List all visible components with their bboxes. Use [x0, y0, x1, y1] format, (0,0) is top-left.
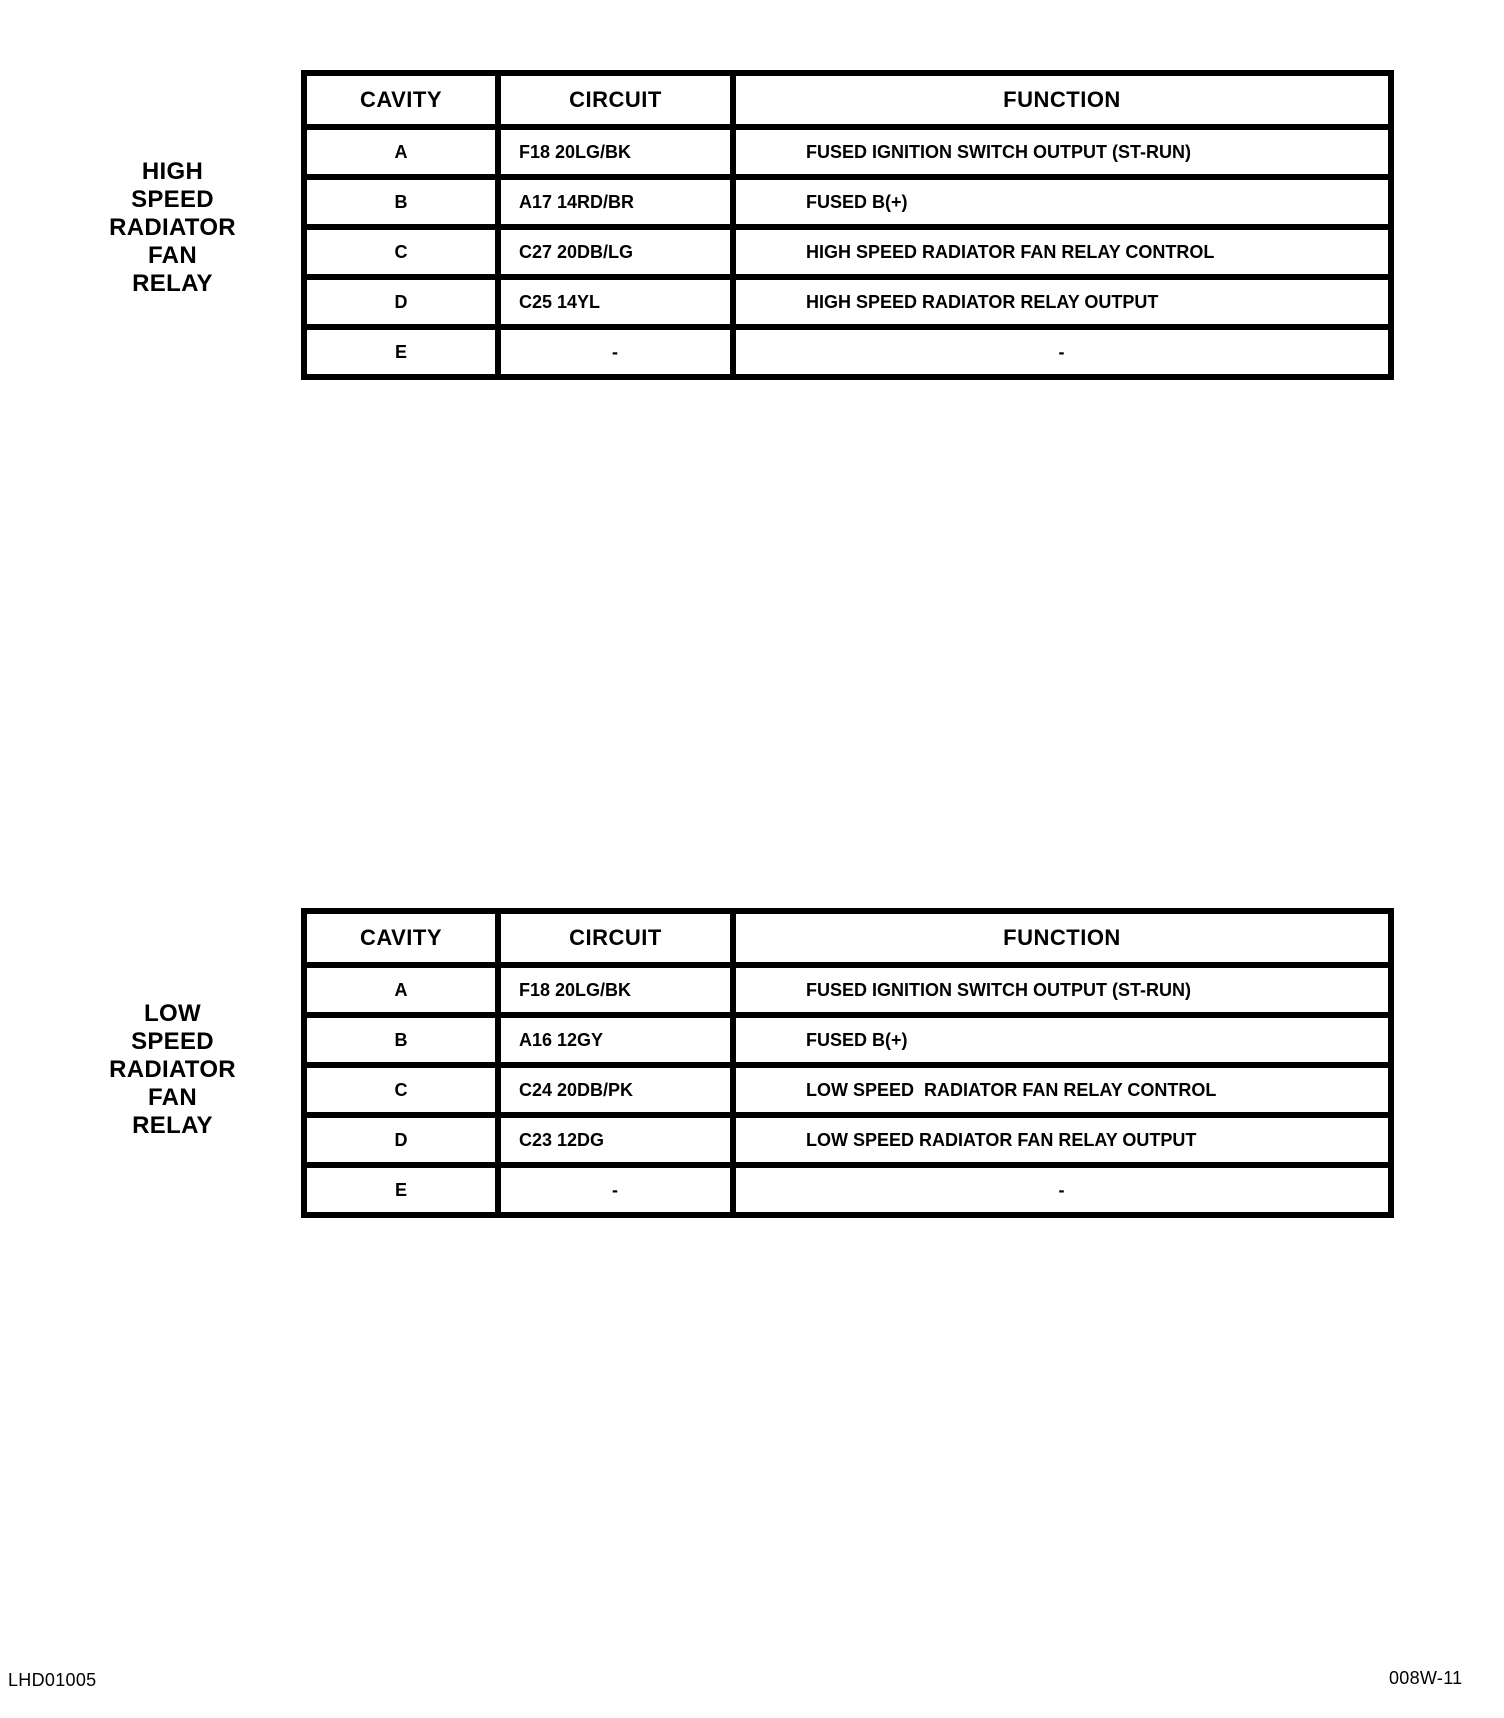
- circuit-cell: C27 20DB/LG: [498, 227, 733, 277]
- cavity-cell: B: [304, 177, 498, 227]
- cavity-cell: E: [304, 1165, 498, 1215]
- high-speed-relay-table: [301, 70, 1394, 380]
- circuit-cell: C23 12DG: [498, 1115, 733, 1165]
- circuit-cell: A16 12GY: [498, 1015, 733, 1065]
- function-cell: LOW SPEED RADIATOR FAN RELAY CONTROL: [733, 1065, 1391, 1115]
- cavity-cell: C: [304, 227, 498, 277]
- circuit-cell: -: [498, 1165, 733, 1215]
- footer-document-code: LHD01005: [8, 1670, 97, 1690]
- function-cell: HIGH SPEED RADIATOR RELAY OUTPUT: [733, 277, 1391, 327]
- function-cell: FUSED IGNITION SWITCH OUTPUT (ST-RUN): [733, 965, 1391, 1015]
- circuit-cell: C25 14YL: [498, 277, 733, 327]
- circuit-cell: F18 20LG/BK: [498, 127, 733, 177]
- label-line: RADIATOR: [109, 1056, 236, 1083]
- table-row: [304, 1165, 1391, 1215]
- function-cell: HIGH SPEED RADIATOR FAN RELAY CONTROL: [733, 227, 1391, 277]
- table-row: [304, 965, 1391, 1015]
- cavity-cell: C: [304, 1065, 498, 1115]
- function-cell: LOW SPEED RADIATOR FAN RELAY OUTPUT: [733, 1115, 1391, 1165]
- label-line: RADIATOR: [109, 214, 236, 241]
- table-row: [304, 327, 1391, 377]
- low-speed-relay-label: [85, 1000, 260, 1140]
- label-line: FAN: [148, 242, 197, 269]
- high-speed-relay-label: [85, 158, 260, 298]
- cavity-cell: A: [304, 965, 498, 1015]
- table-row: [304, 277, 1391, 327]
- cavity-cell: B: [304, 1015, 498, 1065]
- function-cell: -: [733, 327, 1391, 377]
- circuit-cell: F18 20LG/BK: [498, 965, 733, 1015]
- label-line: LOW: [144, 1000, 201, 1027]
- label-line: SPEED: [131, 1028, 214, 1055]
- circuit-cell: -: [498, 327, 733, 377]
- label-line: HIGH: [141, 158, 204, 185]
- column-header-cavity: CAVITY: [304, 911, 498, 965]
- function-cell: FUSED B(+): [733, 1015, 1391, 1065]
- column-header-circuit: CIRCUIT: [498, 73, 733, 127]
- column-header-cavity: CAVITY: [304, 73, 498, 127]
- cavity-cell: D: [304, 277, 498, 327]
- table-header-row: [304, 73, 1391, 127]
- cavity-cell: D: [304, 1115, 498, 1165]
- function-cell: FUSED B(+): [733, 177, 1391, 227]
- label-line: RELAY: [132, 1112, 213, 1139]
- label-line: SPEED: [131, 186, 214, 213]
- circuit-cell: C24 20DB/PK: [498, 1065, 733, 1115]
- function-cell: -: [733, 1165, 1391, 1215]
- column-header-circuit: CIRCUIT: [498, 911, 733, 965]
- column-header-function: FUNCTION: [733, 73, 1391, 127]
- function-cell: FUSED IGNITION SWITCH OUTPUT (ST-RUN): [733, 127, 1391, 177]
- circuit-cell: A17 14RD/BR: [498, 177, 733, 227]
- table-row: [304, 177, 1391, 227]
- label-line: FAN: [148, 1084, 197, 1111]
- table-row: [304, 1065, 1391, 1115]
- table-header-row: [304, 911, 1391, 965]
- table-row: [304, 1115, 1391, 1165]
- table-row: [304, 227, 1391, 277]
- footer-page-code: 008W-11: [1389, 1668, 1463, 1688]
- low-speed-relay-table: [301, 908, 1394, 1218]
- cavity-cell: A: [304, 127, 498, 177]
- column-header-function: FUNCTION: [733, 911, 1391, 965]
- label-line: RELAY: [132, 270, 213, 297]
- table-row: [304, 1015, 1391, 1065]
- cavity-cell: E: [304, 327, 498, 377]
- table-row: [304, 127, 1391, 177]
